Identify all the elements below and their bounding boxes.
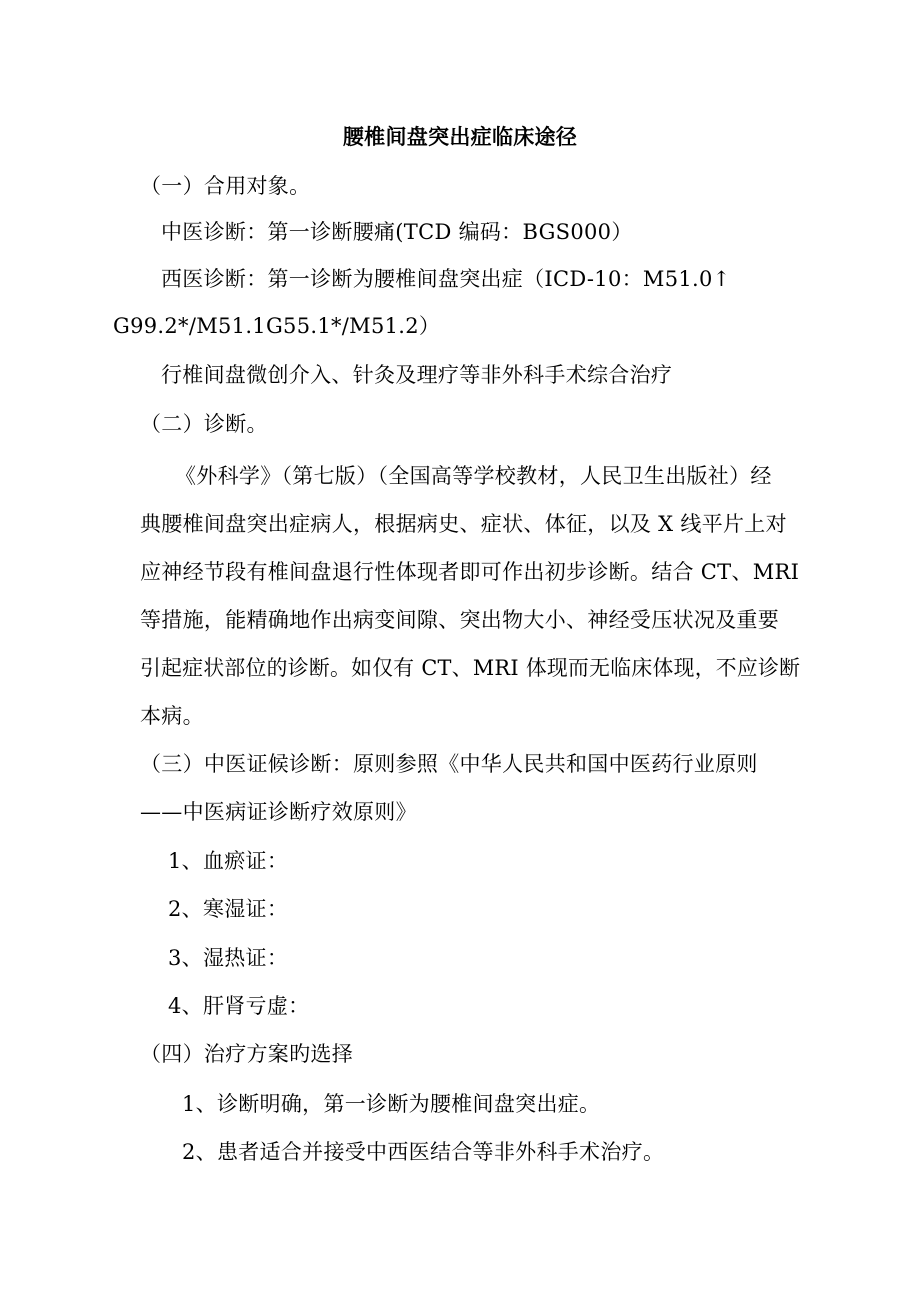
list-item: 2、患者适合并接受中西医结合等非外科手术治疗。 [182,1140,665,1164]
section-heading-2: （二）诊断。 [140,412,268,436]
list-item: 3、湿热证： [168,946,289,970]
section-heading-1: （一）合用对象。 [140,174,311,198]
section-heading-4: （四）治疗方案旳选择 [140,1042,353,1066]
section-heading-3: （三）中医证候诊断：原则参照《中华人民共和国中医药行业原则 [140,752,758,776]
paragraph-line: G99.2*/M51.1G55.1*/M51.2） [113,314,441,338]
list-item: 1、血瘀证： [168,849,289,873]
paragraph-line: 《外科学》（第七版）（全国高等学校教材，人民卫生出版社）经 [175,464,772,488]
paragraph-line: 等措施，能精确地作出病变间隙、突出物大小、神经受压状况及重要 [140,608,779,632]
paragraph-line: 应神经节段有椎间盘退行性体现者即可作出初步诊断。结合 CT、MRI [140,560,800,584]
paragraph-line: 典腰椎间盘突出症病人，根据病史、症状、体征，以及 X 线平片上对 [140,512,787,536]
list-item: 1、诊断明确，第一诊断为腰椎间盘突出症。 [182,1092,601,1116]
paragraph-line: 西医诊断：第一诊断为腰椎间盘突出症（ICD-10：M51.0↑ [161,267,731,291]
paragraph-line: 引起症状部位的诊断。如仅有 CT、MRI 体现而无临床体现，不应诊断 [140,656,801,680]
paragraph-line: 本病。 [140,704,204,728]
paragraph-line: 中医诊断：第一诊断腰痛(TCD 编码：BGS000） [161,220,633,244]
document-title: 腰椎间盘突出症临床途径 [342,125,578,149]
list-item: 4、肝肾亏虚： [168,994,310,1018]
paragraph-line: ——中医病证诊断疗效原则》 [140,800,417,824]
paragraph-line: 行椎间盘微创介入、针灸及理疗等非外科手术综合治疗 [161,363,673,387]
list-item: 2、寒湿证： [168,897,289,921]
